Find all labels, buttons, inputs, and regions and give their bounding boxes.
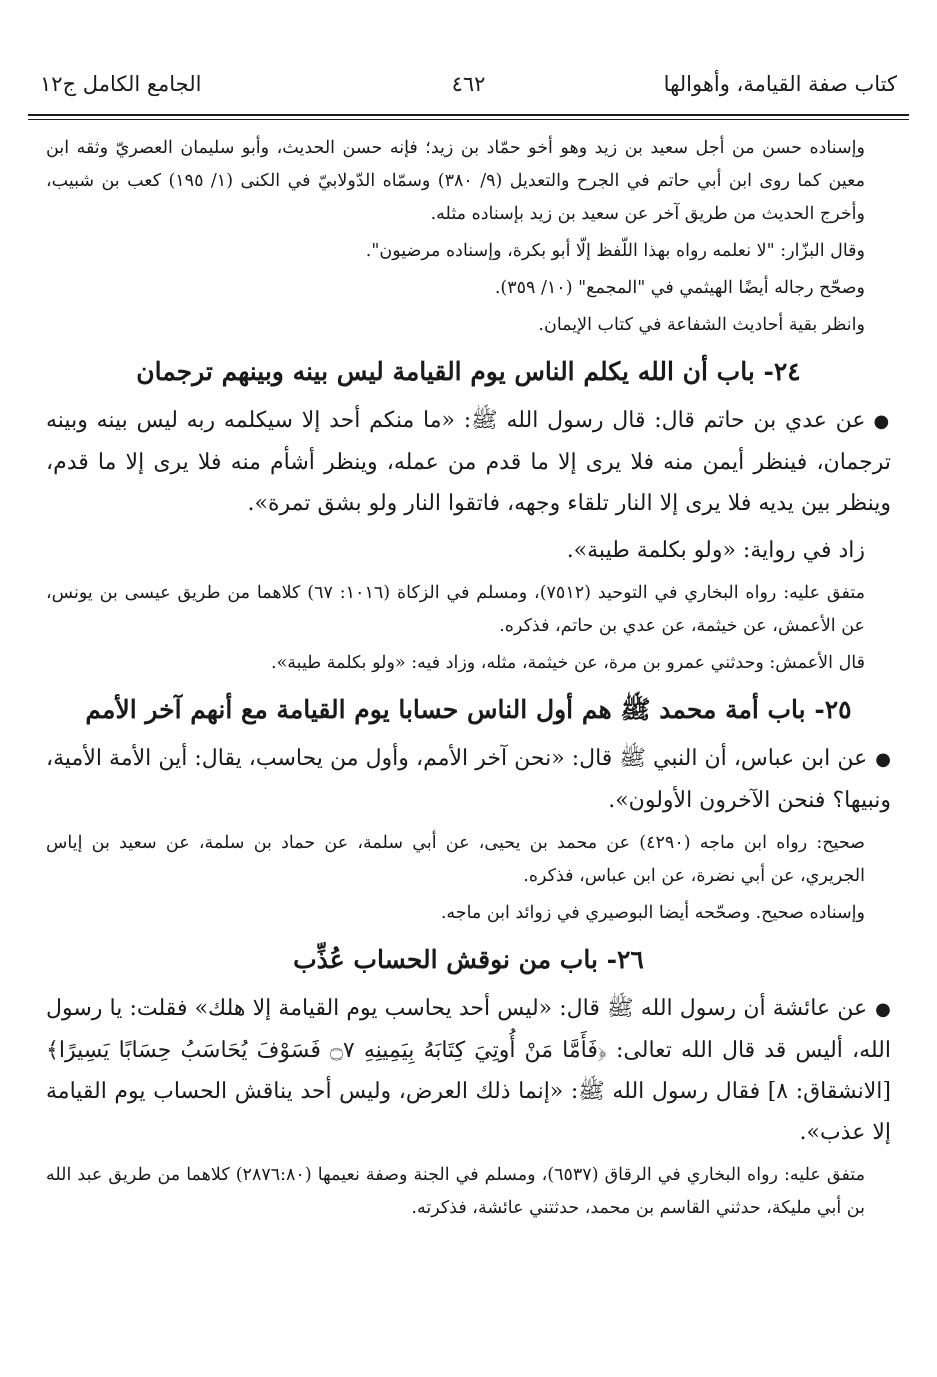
header-chapter-title: كتاب صفة القيامة، وأهوالها xyxy=(663,72,897,96)
section-heading xyxy=(46,348,891,396)
commentary-paragraph xyxy=(46,272,891,305)
hadith-paragraph xyxy=(46,530,891,571)
section-heading xyxy=(46,686,891,734)
paragraph-text: ٢٥- باب أمة محمد ﷺ هم أول الناس حسابا يوم القيامة مع أنهم آخر الأمم xyxy=(85,695,852,724)
page-body xyxy=(46,132,891,1229)
header-book-title: الجامع الكامل ج١٢ xyxy=(40,72,202,96)
header-rule xyxy=(28,114,909,116)
paragraph-text: وإسناده صحيح. وصحّحه أيضا البوصيري في زوائد ابن ماجه. xyxy=(440,903,865,923)
paragraph-text: متفق عليه: رواه البخاري في الرقاق (٦٥٣٧)، ومسلم في الجنة وصفة نعيمها (٢٨٧٦:٨٠) كلاهما من طريق عبد الله بن أبي مليكة، حدثني القاسم بن محمد، حدثتني عائشة، فذكرته. xyxy=(46,1165,865,1218)
bullet-icon: ● xyxy=(873,411,891,432)
commentary-paragraph xyxy=(46,235,891,268)
paragraph-text: وقال البزّار: "لا نعلمه رواه بهذا اللّفظ إلّا أبو بكرة، وإسناده مرضيون". xyxy=(365,241,865,261)
bullet-icon: ● xyxy=(875,999,891,1020)
commentary-paragraph xyxy=(46,577,891,643)
paragraph-text: عن عائشة أن رسول الله ﷺ قال: «ليس أحد يحاسب يوم القيامة إلا هلك» فقلت: يا رسول الله، أليس قد قال الله تعالى: ﴿فَأَمَّا مَنْ أُوتِيَ كِتَابَهُ بِيَمِينِهِ ۝٧ فَسَوْفَ يُحَاسَبُ حِسَابًا يَسِيرًا﴾ [الانشقاق: ٨] فقال رسول الله ﷺ: «إنما ذلك العرض، وليس أحد يناقش الحساب يوم القيامة إلا عذب». xyxy=(46,996,891,1145)
hadith-paragraph xyxy=(46,400,891,524)
commentary-paragraph xyxy=(46,132,891,231)
running-header xyxy=(40,72,897,108)
paragraph-text: عن عدي بن حاتم قال: قال رسول الله ﷺ: «ما منكم أحد إلا سيكلمه ربه ليس بينه وبينه ترجمان، فينظر أيمن منه فلا يرى إلا ما قدم من عمله، وينظر أشأم منه فلا يرى إلا ما قدم، وينظر بين يديه فلا يرى إلا النار تلقاء وجهه، فاتقوا النار ولو بشق تمرة». xyxy=(46,408,891,516)
paragraph-text: قال الأعمش: وحدثني عمرو بن مرة، عن خيثمة، مثله، وزاد فيه: «ولو بكلمة طيبة». xyxy=(271,653,865,673)
paragraph-text: زاد في رواية: «ولو بكلمة طيبة». xyxy=(566,538,865,563)
hadith-paragraph xyxy=(46,738,891,821)
header-rule-thin xyxy=(28,119,909,120)
hadith-paragraph xyxy=(46,988,891,1153)
paragraph-text: وانظر بقية أحاديث الشفاعة في كتاب الإيمان. xyxy=(538,315,865,335)
paragraph-text: وإسناده حسن من أجل سعيد بن زيد وهو أخو حمّاد بن زيد؛ فإنه حسن الحديث، وأبو سليمان العصريّ وثقه ابن معين كما روى ابن أبي حاتم في الجرح والتعديل (٩/ ٣٨٠) وسمّاه الدّولابيّ في الكنى (١/ ١٩٥) كعب بن شبيب، وأخرج الحديث من طريق آخر عن سعيد بن زيد بإسناده مثله. xyxy=(46,138,865,224)
paragraph-text: ٢٤- باب أن الله يكلم الناس يوم القيامة ليس بينه وبينهم ترجمان xyxy=(136,357,801,386)
page-number: ٤٦٢ xyxy=(451,72,486,96)
commentary-paragraph xyxy=(46,897,891,930)
commentary-paragraph xyxy=(46,309,891,342)
paragraph-text: وصحّح رجاله أيضًا الهيثمي في "المجمع" (١٠/ ٣٥٩). xyxy=(494,278,865,298)
commentary-paragraph xyxy=(46,1159,891,1225)
paragraph-text: صحيح: رواه ابن ماجه (٤٢٩٠) عن محمد بن يحيى، عن أبي سلمة، عن حماد بن سلمة، عن سعيد بن إياس الجريري، عن أبي نضرة، عن ابن عباس، فذكره. xyxy=(46,833,865,886)
paragraph-text: ٢٦- باب من نوقش الحساب عُذِّب xyxy=(293,945,644,974)
commentary-paragraph xyxy=(46,647,891,680)
paragraph-text: عن ابن عباس، أن النبي ﷺ قال: «نحن آخر الأمم، وأول من يحاسب، يقال: أين الأمة الأمية، ونبيها؟ فنحن الآخرون الأولون». xyxy=(46,746,891,813)
commentary-paragraph xyxy=(46,827,891,893)
paragraph-text: متفق عليه: رواه البخاري في التوحيد (٧٥١٢)، ومسلم في الزكاة (١٠١٦: ٦٧) كلاهما من طريق عيسى بن يونس، عن الأعمش، عن خيثمة، عن عدي بن حاتم، فذكره. xyxy=(46,583,865,636)
section-heading xyxy=(46,936,891,984)
bullet-icon: ● xyxy=(875,749,891,770)
